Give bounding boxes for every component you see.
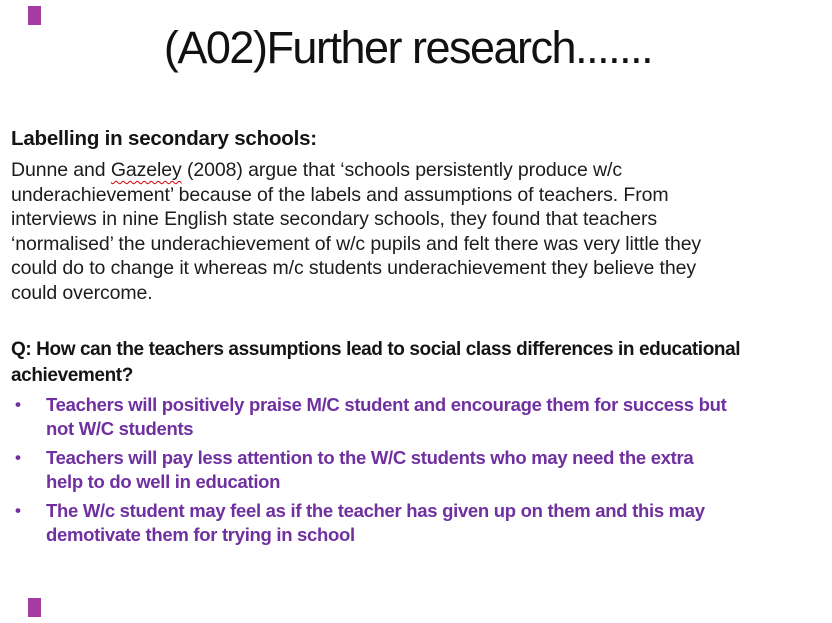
paragraph-line [11, 158, 832, 183]
paragraph-line: could overcome. [11, 281, 153, 304]
slide-title: (A02)Further research....... [163, 22, 653, 73]
corner-mark-bottom-left [28, 598, 41, 617]
question-line: achievement? [11, 364, 133, 386]
question [11, 337, 832, 388]
question-line: Q: How can the teachers assumptions lead to social class differences in educational [11, 339, 741, 360]
bullet-marker: • [15, 448, 21, 467]
paragraph-line: could do to change it whereas m/c students underachievement they believe they [11, 257, 696, 280]
bullet-line: Teachers will pay less attention to the W/C students who may need the extra [46, 447, 694, 468]
bullet-text [46, 446, 832, 493]
paragraph [11, 158, 832, 306]
paragraph-line: ‘normalised’ the underachievement of w/c pupils and felt there was very little they [11, 232, 702, 255]
paragraph-line: underachievement’ because of the labels and assumptions of teachers. From [11, 183, 669, 206]
bullet-line: Teachers will positively praise M/C student and encourage them for success but [46, 394, 727, 415]
bullet-line: demotivate them for trying in school [46, 523, 355, 545]
bullet-line: The W/c student may feel as if the teacher has given up on them and this may [46, 500, 705, 521]
bullet-list [0, 393, 832, 552]
paragraph-line: interviews in nine English state secondary schools, they found that teachers [11, 208, 658, 231]
bullet-line: not W/C students [46, 417, 194, 439]
paragraph-text: (2008) argue that ‘schools persistently produce w/c [181, 159, 622, 181]
bullet-item [0, 446, 832, 493]
bullet-item [0, 393, 832, 440]
bullet-text [46, 393, 832, 440]
misspelled-word: Gazeley [110, 159, 182, 181]
bullet-marker: • [15, 395, 21, 414]
section-heading: Labelling in secondary schools: [11, 127, 317, 150]
bullet-text [46, 499, 832, 546]
bullet-item [0, 499, 832, 546]
paragraph-text: Dunne and [11, 159, 111, 181]
bullet-marker: • [15, 501, 21, 520]
bullet-line: help to do well in education [46, 470, 281, 492]
